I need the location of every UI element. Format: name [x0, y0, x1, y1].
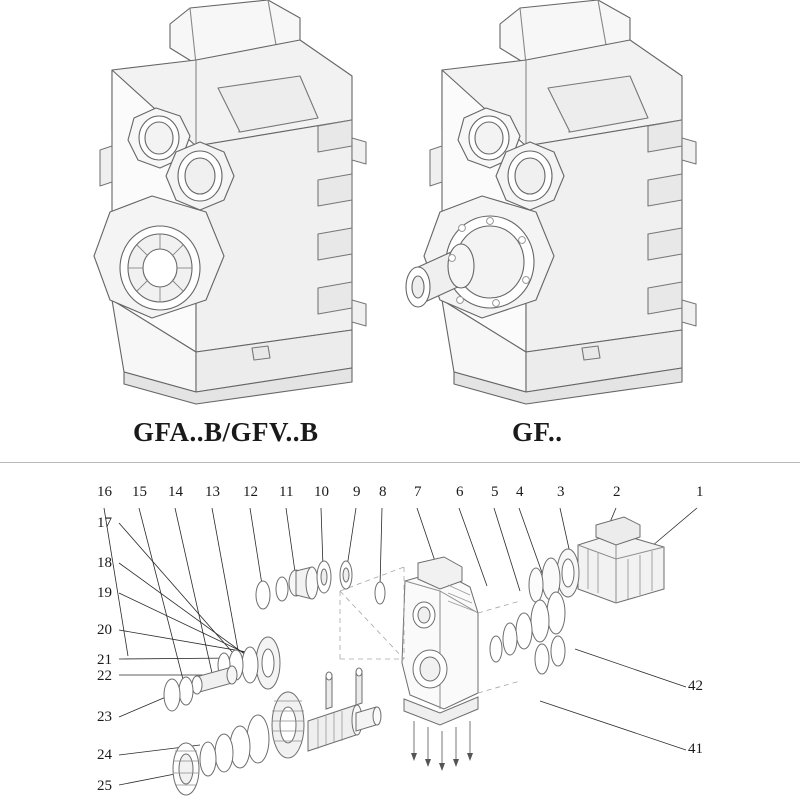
callout-7: 7	[414, 484, 422, 500]
callout-17: 17	[97, 515, 112, 531]
callout-13: 13	[205, 484, 220, 500]
caption-left: GFA..B/GFV..B	[133, 417, 319, 447]
callout-24: 24	[97, 747, 112, 763]
callout-23: 23	[97, 709, 112, 725]
callout-16: 16	[97, 484, 112, 500]
callout-20: 20	[97, 622, 112, 638]
shaft-shim-row-top	[256, 561, 385, 609]
callout-8: 8	[379, 484, 387, 500]
callout-14: 14	[168, 484, 183, 500]
left-unit-body	[94, 0, 366, 404]
callout-10: 10	[314, 484, 329, 500]
callout-11: 11	[279, 484, 294, 500]
callout-15: 15	[132, 484, 147, 500]
callout-9: 9	[353, 484, 361, 500]
callout-12: 12	[243, 484, 258, 500]
callout-19: 19	[97, 585, 112, 601]
callout-6: 6	[456, 484, 464, 500]
callout-4: 4	[516, 484, 524, 500]
caption-right: GF..	[512, 417, 563, 447]
callout-18: 18	[97, 555, 112, 571]
callout-42: 42	[688, 678, 703, 694]
housing-part	[402, 557, 478, 771]
callout-25: 25	[97, 778, 112, 794]
exploded-view-drawing	[0, 463, 800, 801]
callout-5: 5	[491, 484, 499, 500]
right-unit-body	[406, 0, 696, 404]
callout-21: 21	[97, 652, 112, 668]
motor-adapter-part	[529, 517, 664, 603]
callout-3: 3	[557, 484, 565, 500]
callout-22: 22	[97, 668, 112, 684]
callout-41: 41	[688, 741, 703, 757]
ring-stack-right	[490, 592, 565, 674]
callout-1: 1	[696, 484, 704, 500]
callout-2: 2	[613, 484, 621, 500]
exploded-parts-diagram	[0, 462, 800, 801]
